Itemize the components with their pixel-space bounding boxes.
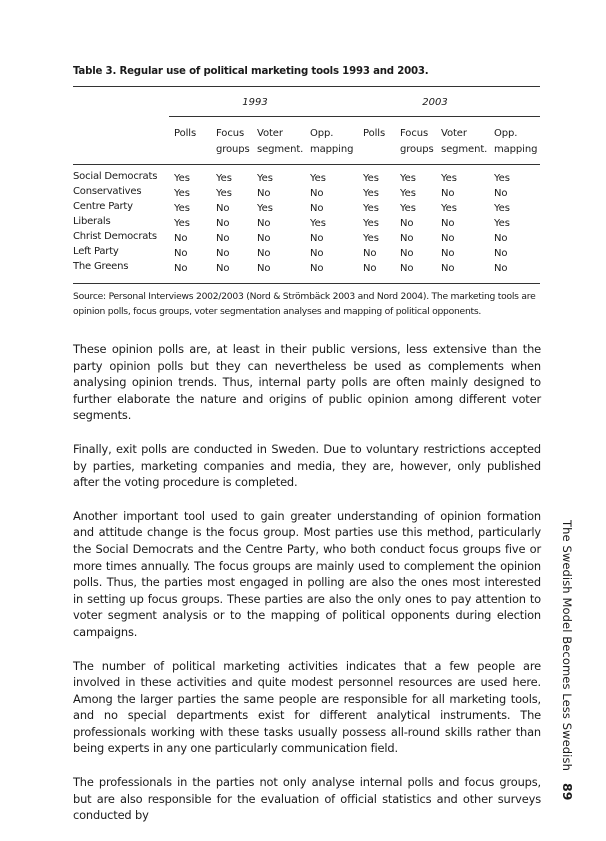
table-cell: Yes: [216, 188, 232, 199]
row-label: Liberals: [73, 216, 111, 227]
table-cell: No: [257, 218, 271, 229]
table-cell: No: [400, 218, 414, 229]
table-cell: No: [441, 188, 455, 199]
table-cell: No: [441, 263, 455, 274]
table-cell: No: [441, 218, 455, 229]
table-cell: Yes: [310, 173, 326, 184]
paragraph: The professionals in the parties not only analyse internal polls and focus groups, but are also responsible for the evaluation of official statistics and other surveys conducted by: [73, 775, 541, 823]
table-cell: No: [400, 263, 414, 274]
table-cell: No: [174, 248, 188, 259]
table-cell: Yes: [216, 173, 232, 184]
table-cell: No: [174, 263, 188, 274]
col-header-sub: mapping: [310, 144, 354, 155]
table-cell: No: [441, 233, 455, 244]
col-header: Focus: [400, 128, 429, 139]
body-text: [73, 341, 541, 841]
col-header-sub: segment.: [441, 144, 488, 155]
table-cell: No: [310, 203, 324, 214]
paragraph: These opinion polls are, at least in their public versions, less extensive than the party opinion polls but they can nevertheless be used as complements when analysing opinion trends. Thus, internal party polls are often mainly designed to further elaborate the nature and origins of public opinion among different voter segments.: [73, 342, 541, 423]
table-cell: Yes: [363, 218, 379, 229]
table-cell: Yes: [174, 218, 190, 229]
table-cell: Yes: [363, 188, 379, 199]
table-cell: No: [400, 248, 414, 259]
table-cell: No: [494, 233, 508, 244]
table-cell: Yes: [257, 203, 273, 214]
table-cell: Yes: [310, 218, 326, 229]
running-head-title: The Swedish Model Becomes Less Swedish: [560, 520, 574, 771]
col-header-sub: groups: [400, 144, 434, 155]
row-label: Social Democrats: [73, 171, 158, 182]
paragraph: Another important tool used to gain greater understanding of opinion formation and attitude change is the focus group. Most parties use this method, particularly the Social Democrats and the Centre Party, who both conduct focus groups five or more times annually. The focus groups are mainly used to complement the opinion polls. Thus, the parties most engaged in polling are also the ones most interested in setting up focus groups. These parties are also the only ones to pay attention to voter segment analysis or to the mapping of political opponents during election campaigns.: [73, 508, 541, 639]
table-cell: No: [310, 263, 324, 274]
table-cell: No: [174, 233, 188, 244]
table-cell: No: [216, 203, 230, 214]
running-head: [560, 520, 575, 800]
table-cell: No: [494, 188, 508, 199]
table-cell: Yes: [494, 203, 510, 214]
col-header: Voter: [257, 128, 283, 139]
table-cell: Yes: [441, 173, 457, 184]
year-span-rule-1993: [169, 116, 361, 117]
table-cell: Yes: [257, 173, 273, 184]
table-cell: Yes: [400, 188, 416, 199]
table-cell: No: [257, 263, 271, 274]
row-label: Conservatives: [73, 186, 142, 197]
table-cell: No: [494, 248, 508, 259]
table-cell: No: [363, 248, 377, 259]
table-cell: Yes: [441, 203, 457, 214]
table-cell: No: [257, 233, 271, 244]
table-cell: No: [257, 188, 271, 199]
table-cell: No: [310, 248, 324, 259]
table-cell: Yes: [363, 173, 379, 184]
page-number: 89: [560, 782, 575, 801]
paragraph: The number of political marketing activities indicates that a few people are involved in these activities and quite modest personnel resources are used here. Among the larger parties the same people are responsible for all marketing tools, and no special departments exist for different analytical instruments. The professionals working with these tasks usually possess all-round skills rather than being experts in any one particularly communication field.: [73, 658, 541, 756]
table-cell: Yes: [363, 203, 379, 214]
col-header-sub: mapping: [494, 144, 538, 155]
table-cell: No: [257, 248, 271, 259]
table-cell: No: [216, 263, 230, 274]
table-bottom-rule: [73, 283, 540, 284]
table-cell: No: [216, 233, 230, 244]
col-header: Focus: [216, 128, 245, 139]
table-cell: No: [400, 233, 414, 244]
table-cell: Yes: [400, 173, 416, 184]
table-title: Table 3. Regular use of political marketing tools 1993 and 2003.: [73, 66, 429, 77]
table-cell: No: [441, 248, 455, 259]
paragraph: Finally, exit polls are conducted in Sweden. Due to voluntary restrictions accepted by parties, marketing companies and media, they are, however, only published after the voting procedure is completed.: [73, 441, 541, 490]
row-label: Centre Party: [73, 201, 133, 212]
table-cell: Yes: [494, 173, 510, 184]
table-cell: No: [363, 263, 377, 274]
col-header-sub: groups: [216, 144, 250, 155]
table-cell: Yes: [400, 203, 416, 214]
table-cell: Yes: [174, 188, 190, 199]
table-header-rule: [73, 164, 540, 165]
table-cell: No: [310, 233, 324, 244]
table-cell: No: [216, 248, 230, 259]
row-label: Left Party: [73, 246, 119, 257]
row-label: Christ Democrats: [73, 231, 157, 242]
table-cell: Yes: [174, 203, 190, 214]
col-header: Polls: [174, 128, 197, 139]
table-top-rule: [73, 86, 540, 87]
year-label-1993: 1993: [242, 97, 268, 108]
table-cell: No: [310, 188, 324, 199]
year-span-rule-2003: [359, 116, 540, 117]
row-label: The Greens: [73, 261, 129, 272]
table-cell: Yes: [363, 233, 379, 244]
year-label-2003: 2003: [422, 97, 448, 108]
col-header-sub: segment.: [257, 144, 304, 155]
table-source-note: Source: Personal Interviews 2002/2003 (Nord & Strömbäck 2003 and Nord 2004). The marketing tools are opinion polls, focus groups, voter segmentation analyses and mapping of political opponents.: [73, 291, 536, 317]
table-cell: Yes: [174, 173, 190, 184]
col-header: Opp.: [494, 128, 518, 139]
col-header: Polls: [363, 128, 386, 139]
col-header: Voter: [441, 128, 467, 139]
table-cell: No: [494, 263, 508, 274]
table-cell: Yes: [494, 218, 510, 229]
table-cell: No: [216, 218, 230, 229]
col-header: Opp.: [310, 128, 334, 139]
